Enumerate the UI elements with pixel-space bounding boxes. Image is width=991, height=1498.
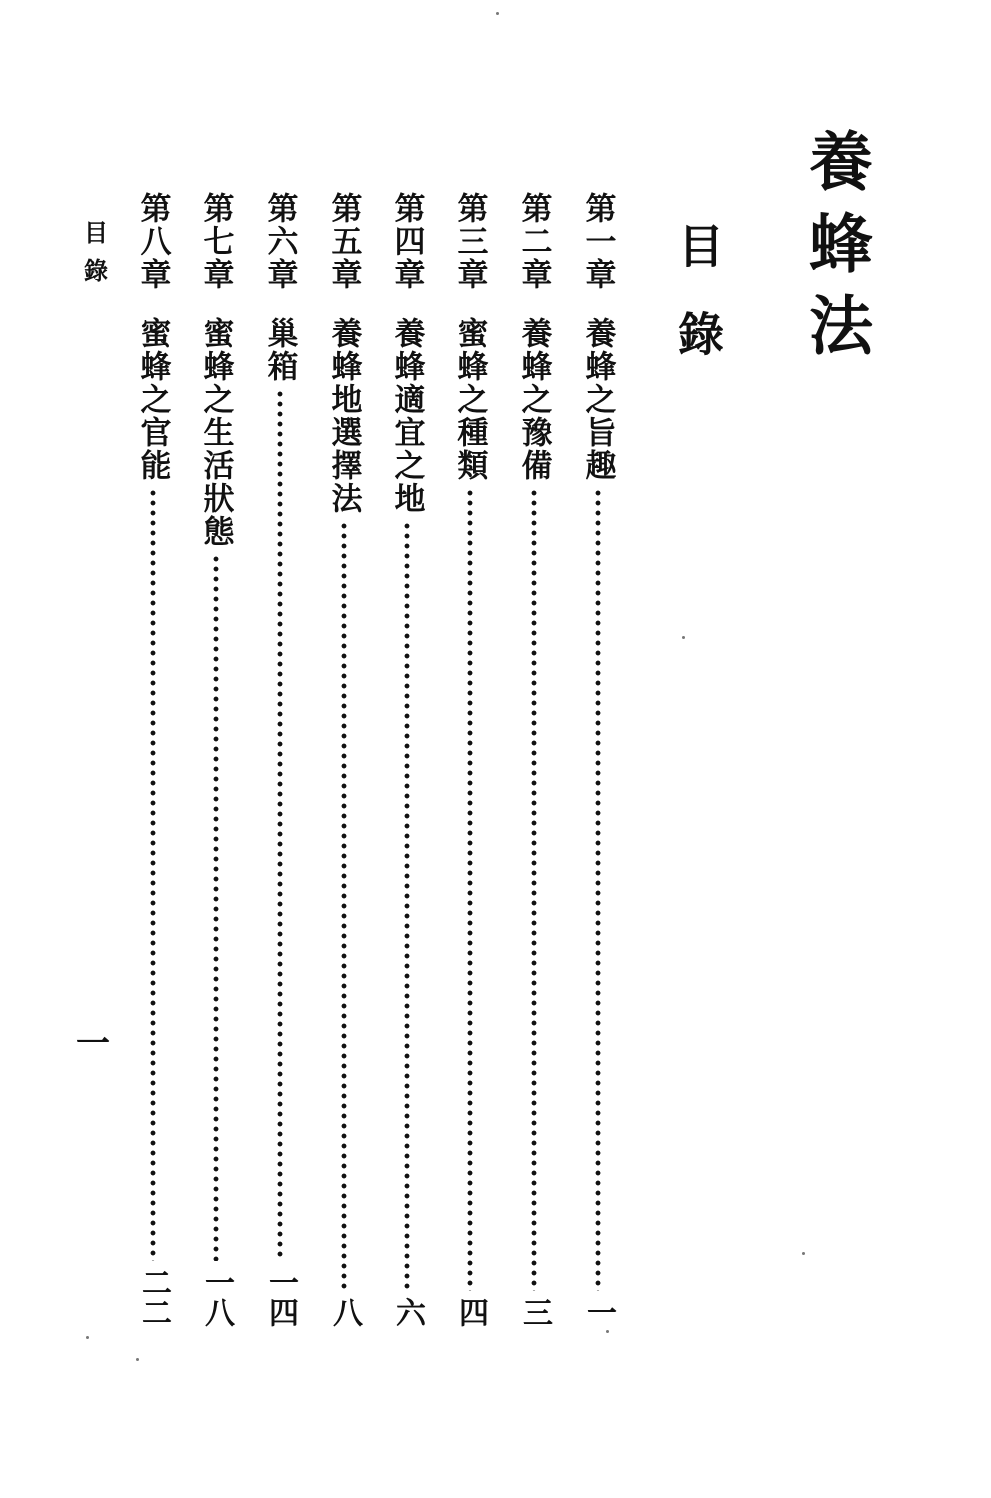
dot-leader [150,488,156,1261]
scan-speck [496,12,499,15]
page-number: 八 [327,1297,362,1327]
toc-entry-3 [446,192,494,1327]
dot-leader [595,488,601,1291]
page-number: 四 [453,1297,488,1327]
scan-speck [802,1252,805,1255]
chapter-number: 第五章 [325,192,362,291]
chapter-title: 蜜蜂之官能 [134,317,171,482]
page-number: 一 [581,1297,616,1327]
scan-speck [136,1358,139,1361]
chapter-number: 第六章 [261,192,298,291]
page-number: 六 [390,1297,425,1327]
toc-heading-text: 目錄 [671,222,725,398]
toc-entry-1 [574,192,622,1327]
scan-speck [606,1330,609,1333]
chapter-title: 巢箱 [261,317,298,383]
book-title [795,128,875,374]
page-number: 一八 [199,1267,234,1327]
chapter-number: 第八章 [134,192,171,291]
toc-entry-7 [192,192,240,1327]
dot-leader [467,488,473,1291]
chapter-number: 第二章 [515,192,552,291]
toc-entry-5 [320,192,368,1327]
toc-entry-6 [256,192,304,1327]
book-title-text: 養蜂法 [798,128,873,374]
chapter-title: 養蜂之旨趣 [579,317,616,482]
page-number: 二二 [136,1267,171,1327]
chapter-number: 第三章 [451,192,488,291]
scan-speck [86,1336,89,1339]
dot-leader [404,521,410,1291]
chapter-title: 養蜂之豫備 [515,317,552,482]
folio-page-number: 一 [76,1024,110,1064]
page-number: 三 [517,1297,552,1327]
dot-leader [277,389,283,1261]
chapter-number: 第四章 [388,192,425,291]
scan-speck [682,636,685,639]
dot-leader [341,521,347,1291]
chapter-title: 蜜蜂之種類 [451,317,488,482]
toc-entry-4 [383,192,431,1327]
chapter-title: 蜜蜂之生活狀態 [197,317,234,548]
running-header [74,220,114,296]
chapter-title: 養蜂適宜之地 [388,317,425,515]
chapter-number: 第七章 [197,192,234,291]
chapter-number: 第一章 [579,192,616,291]
dot-leader [531,488,537,1291]
dot-leader [213,554,219,1261]
page-number: 一四 [263,1267,298,1327]
toc-entry-8 [129,192,177,1327]
toc-entry-2 [510,192,558,1327]
toc-heading [666,222,730,398]
running-header-text: 目錄 [79,220,108,296]
chapter-title: 養蜂地選擇法 [325,317,362,515]
